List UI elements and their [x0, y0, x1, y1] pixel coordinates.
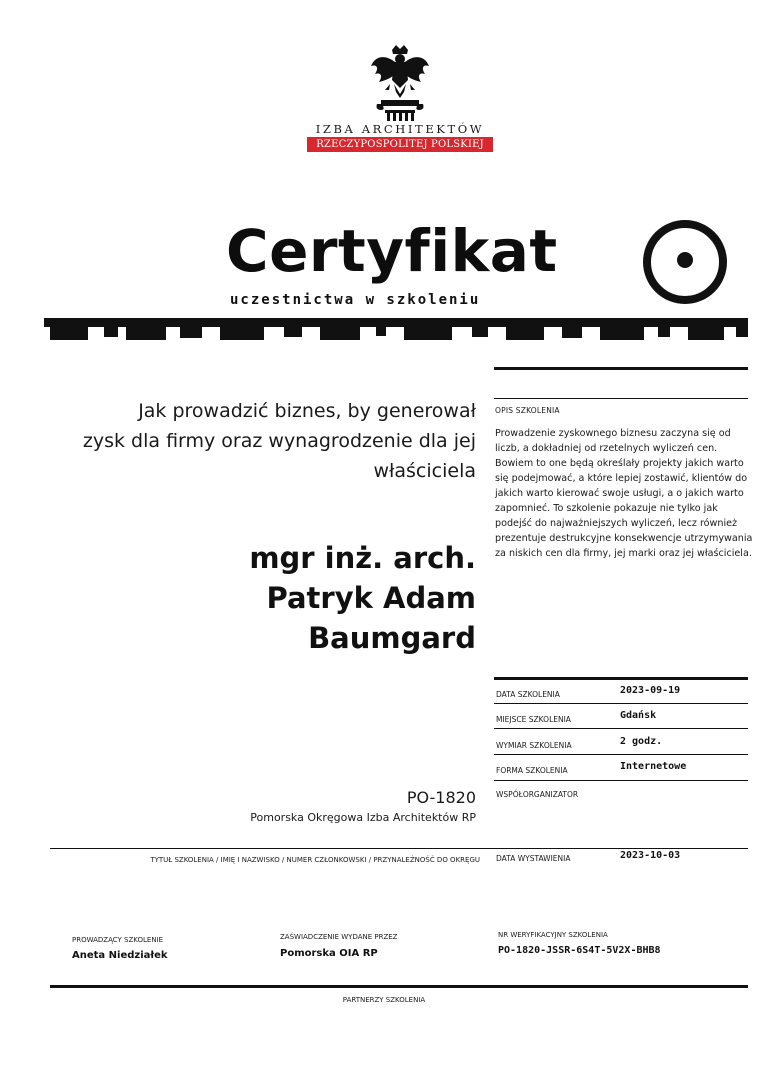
issue-date-label: DATA WYSTAWIENIA [496, 854, 571, 863]
verification-code: PO-1820-JSSR-6S4T-5V2X-BHB8 [498, 945, 661, 956]
divider [494, 398, 748, 399]
course-title-line: Jak prowadzić biznes, by generował [138, 400, 476, 422]
divider [50, 848, 748, 849]
partners-label: PARTNERZY SZKOLENIA [342, 996, 426, 1004]
place-label: MIEJSCE SZKOLENIA [496, 715, 571, 724]
barcode-band [44, 318, 748, 340]
lead-value: Aneta Niedziałek [72, 950, 168, 961]
participant-name [200, 538, 476, 658]
lead-label: PROWADZĄCY SZKOLENIE [72, 936, 164, 944]
participant-first-names: Patryk Adam [266, 581, 476, 615]
divider [494, 780, 748, 781]
org-subtitle: RZECZYPOSPOLITEJ POLSKIEJ [307, 137, 493, 152]
form-value: Internetowe [620, 761, 687, 772]
issuer-value: Pomorska OIA RP [280, 948, 378, 959]
participant-degree: mgr inż. arch. [249, 541, 476, 575]
target-circle-icon [641, 218, 729, 306]
divider [494, 367, 748, 370]
description-label: OPIS SZKOLENIA [495, 406, 560, 415]
divider [494, 754, 748, 755]
course-title-line: właściciela [373, 460, 476, 482]
issuer-label: ZAŚWIADCZENIE WYDANE PRZEZ [280, 933, 398, 941]
page-title: Certyfikat [226, 217, 558, 285]
divider [494, 703, 748, 704]
duration-label: WYMIAR SZKOLENIA [496, 741, 572, 750]
org-name: IZBA ARCHITEKTÓW [315, 122, 485, 136]
divider [494, 728, 748, 729]
divider [494, 677, 748, 680]
eagle-emblem-icon [365, 44, 435, 122]
place-value: Gdańsk [620, 710, 657, 721]
course-title [60, 396, 476, 486]
issue-date-value: 2023-10-03 [620, 850, 681, 861]
divider [50, 985, 748, 988]
coorganizer-label: WSPÓŁORGANIZATOR [496, 790, 579, 799]
date-value: 2023-09-19 [620, 685, 681, 696]
date-label: DATA SZKOLENIA [496, 690, 560, 699]
fields-legend: TYTUŁ SZKOLENIA / IMIĘ I NAZWISKO / NUMER CZŁONKOWSKI / PRZYNALEŻNOŚĆ DO OKRĘGU [150, 856, 480, 864]
regional-chamber: Pomorska Okręgowa Izba Architektów RP [250, 811, 476, 824]
participant-surname: Baumgard [308, 621, 476, 655]
course-title-line: zysk dla firmy oraz wynagrodzenie dla jej [82, 430, 476, 452]
duration-value: 2 godz. [620, 736, 663, 747]
member-number: PO-1820 [406, 788, 476, 807]
verification-label: NR WERYFIKACYJNY SZKOLENIA [498, 931, 608, 939]
page-subtitle: uczestnictwa w szkoleniu [230, 292, 481, 308]
description-text: Prowadzenie zyskownego biznesu zaczyna się od liczb, a dokładniej od rzetelnych wyliczeń cen. Bowiem to one będą określały projekty jakich warto się podejmować, a które lepiej zostawić, klientów do jakich warto kierować swoje usługi, a o jakich warto zapomnieć. To szkolenie pokazuje nie tylko jak podejść do najważniejszych wyliczeń, lecz również prezentuje destrukcyjne konsekwencje utrzymywania za niskich cen dla firmy, jej marki oraz jej właściciela. [495, 428, 753, 559]
form-label: FORMA SZKOLENIA [496, 766, 568, 775]
